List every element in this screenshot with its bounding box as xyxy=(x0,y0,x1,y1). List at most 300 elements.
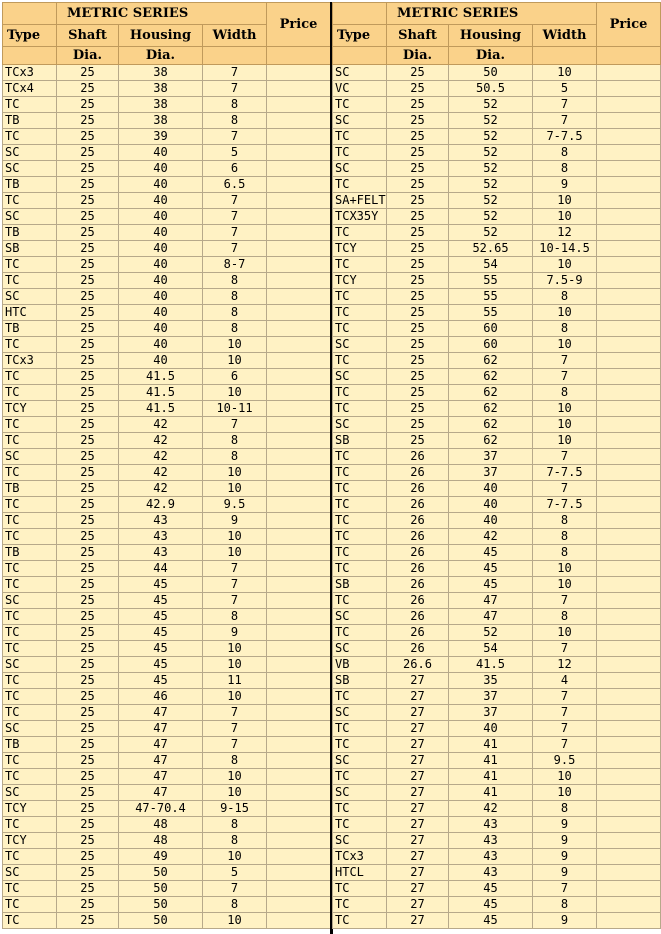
table-row xyxy=(333,241,661,257)
price-cell xyxy=(267,721,331,737)
table-row xyxy=(333,321,661,337)
type-cell: TC xyxy=(333,465,387,481)
width-cell: 5 xyxy=(533,81,597,97)
type-cell: TC xyxy=(333,625,387,641)
width-cell: 10 xyxy=(203,481,267,497)
shaft-cell: 26 xyxy=(387,577,449,593)
price-cell xyxy=(267,257,331,273)
shaft-cell: 26 xyxy=(387,481,449,497)
type-cell: TC xyxy=(333,737,387,753)
table-row xyxy=(3,97,331,113)
table-row xyxy=(3,833,331,849)
shaft-cell: 27 xyxy=(387,785,449,801)
shaft-cell: 25 xyxy=(387,241,449,257)
housing-cell: 40 xyxy=(119,257,203,273)
price-cell xyxy=(597,161,661,177)
price-cell xyxy=(597,817,661,833)
type-sub-spacer xyxy=(3,47,57,65)
price-cell xyxy=(597,129,661,145)
price-cell xyxy=(267,913,331,929)
shaft-cell: 25 xyxy=(57,737,119,753)
width-cell: 10 xyxy=(203,465,267,481)
width-cell: 10 xyxy=(203,785,267,801)
housing-cell: 52 xyxy=(449,161,533,177)
table-row xyxy=(333,737,661,753)
type-header-spacer xyxy=(3,3,57,25)
price-cell xyxy=(267,481,331,497)
shaft-cell: 27 xyxy=(387,673,449,689)
housing-header: Housing xyxy=(119,25,203,47)
width-cell: 10 xyxy=(203,545,267,561)
price-cell xyxy=(597,801,661,817)
width-cell: 9 xyxy=(533,849,597,865)
housing-cell: 37 xyxy=(449,705,533,721)
type-cell: TC xyxy=(3,769,57,785)
table-row xyxy=(333,593,661,609)
housing-cell: 62 xyxy=(449,385,533,401)
table-row xyxy=(3,545,331,561)
width-cell: 9 xyxy=(203,513,267,529)
shaft-cell: 25 xyxy=(57,721,119,737)
width-cell: 8 xyxy=(203,113,267,129)
type-header: Type xyxy=(333,25,387,47)
table-row xyxy=(3,881,331,897)
price-cell xyxy=(267,177,331,193)
shaft-cell: 25 xyxy=(57,561,119,577)
housing-cell: 55 xyxy=(449,305,533,321)
price-cell xyxy=(267,209,331,225)
price-cell xyxy=(597,257,661,273)
price-cell xyxy=(267,289,331,305)
width-cell: 10-11 xyxy=(203,401,267,417)
shaft-cell: 25 xyxy=(57,257,119,273)
width-cell: 7 xyxy=(203,129,267,145)
width-cell: 10 xyxy=(533,625,597,641)
housing-cell: 42 xyxy=(119,481,203,497)
price-cell xyxy=(597,177,661,193)
type-cell: TC xyxy=(3,257,57,273)
price-cell xyxy=(597,497,661,513)
table-row xyxy=(3,417,331,433)
housing-cell: 47 xyxy=(119,737,203,753)
shaft-cell: 27 xyxy=(387,897,449,913)
shaft-cell: 25 xyxy=(57,289,119,305)
width-cell: 9.5 xyxy=(533,753,597,769)
type-cell: TC xyxy=(333,689,387,705)
price-cell xyxy=(267,753,331,769)
width-cell: 10 xyxy=(203,769,267,785)
table-row xyxy=(333,689,661,705)
price-cell xyxy=(267,129,331,145)
type-cell: TC xyxy=(333,321,387,337)
width-cell: 8-7 xyxy=(203,257,267,273)
width-cell: 8 xyxy=(203,433,267,449)
price-cell xyxy=(267,305,331,321)
type-cell: SC xyxy=(3,289,57,305)
width-cell: 9 xyxy=(533,177,597,193)
type-cell: TCY xyxy=(333,273,387,289)
price-cell xyxy=(597,545,661,561)
type-cell: SC xyxy=(333,369,387,385)
price-cell xyxy=(597,721,661,737)
price-cell xyxy=(597,433,661,449)
price-cell xyxy=(267,145,331,161)
table-row xyxy=(333,545,661,561)
type-cell: TC xyxy=(333,129,387,145)
housing-cell: 52 xyxy=(449,209,533,225)
price-cell xyxy=(597,737,661,753)
table-row xyxy=(3,705,331,721)
price-cell xyxy=(597,353,661,369)
housing-cell: 50 xyxy=(119,897,203,913)
housing-cell: 40 xyxy=(119,241,203,257)
type-cell: TC xyxy=(3,513,57,529)
shaft-cell: 25 xyxy=(57,577,119,593)
type-cell: TB xyxy=(3,321,57,337)
type-cell: SC xyxy=(333,609,387,625)
type-cell: TC xyxy=(3,417,57,433)
price-cell xyxy=(267,321,331,337)
width-cell: 10 xyxy=(533,417,597,433)
type-cell: TC xyxy=(333,145,387,161)
housing-cell: 62 xyxy=(449,369,533,385)
width-cell: 8 xyxy=(203,817,267,833)
housing-cell: 41.5 xyxy=(119,385,203,401)
width-cell: 7-7.5 xyxy=(533,129,597,145)
shaft-cell: 25 xyxy=(387,273,449,289)
type-cell: TB xyxy=(3,481,57,497)
shaft-cell: 27 xyxy=(387,833,449,849)
housing-cell: 37 xyxy=(449,449,533,465)
width-cell: 8 xyxy=(203,97,267,113)
table-row xyxy=(333,753,661,769)
housing-cell: 40 xyxy=(119,161,203,177)
shaft-cell: 27 xyxy=(387,737,449,753)
table-row xyxy=(333,529,661,545)
shaft-cell: 25 xyxy=(387,97,449,113)
price-cell xyxy=(267,161,331,177)
type-cell: TC xyxy=(333,257,387,273)
width-header: Width xyxy=(203,25,267,47)
shaft-cell: 25 xyxy=(57,897,119,913)
housing-cell: 44 xyxy=(119,561,203,577)
width-cell: 7 xyxy=(203,561,267,577)
shaft-cell: 25 xyxy=(57,881,119,897)
width-cell: 10 xyxy=(533,257,597,273)
price-cell xyxy=(267,625,331,641)
price-cell xyxy=(597,337,661,353)
table-row xyxy=(333,913,661,929)
shaft-cell: 25 xyxy=(57,401,119,417)
type-cell: TCx4 xyxy=(3,81,57,97)
price-cell xyxy=(597,321,661,337)
shaft-cell: 25 xyxy=(57,465,119,481)
price-cell xyxy=(597,881,661,897)
housing-cell: 43 xyxy=(119,513,203,529)
width-cell: 10 xyxy=(203,385,267,401)
shaft-cell: 26 xyxy=(387,625,449,641)
price-cell xyxy=(597,753,661,769)
housing-cell: 41.5 xyxy=(119,369,203,385)
housing-cell: 46 xyxy=(119,689,203,705)
housing-cell: 45 xyxy=(119,577,203,593)
housing-cell: 41 xyxy=(449,753,533,769)
price-cell xyxy=(267,577,331,593)
shaft-cell: 27 xyxy=(387,849,449,865)
shaft-cell: 25 xyxy=(387,209,449,225)
table-row xyxy=(3,353,331,369)
price-list xyxy=(2,2,660,934)
width-cell: 5 xyxy=(203,865,267,881)
type-cell: SB xyxy=(333,577,387,593)
price-cell xyxy=(597,625,661,641)
type-cell: TC xyxy=(333,529,387,545)
type-cell: TCY xyxy=(3,801,57,817)
width-cell: 7 xyxy=(203,65,267,81)
left-table xyxy=(2,2,331,929)
table-row xyxy=(3,289,331,305)
width-cell: 8 xyxy=(533,161,597,177)
housing-cell: 41.5 xyxy=(119,401,203,417)
type-cell: SC xyxy=(333,833,387,849)
table-row xyxy=(3,689,331,705)
table-row xyxy=(3,401,331,417)
left-table-body xyxy=(3,65,331,929)
price-cell xyxy=(597,481,661,497)
table-row xyxy=(333,81,661,97)
shaft-cell: 25 xyxy=(57,321,119,337)
housing-cell: 52 xyxy=(449,129,533,145)
table-row xyxy=(333,609,661,625)
housing-cell: 43 xyxy=(119,545,203,561)
housing-cell: 45 xyxy=(119,641,203,657)
type-cell: SC xyxy=(3,657,57,673)
table-row xyxy=(333,401,661,417)
housing-cell: 60 xyxy=(449,321,533,337)
shaft-cell: 25 xyxy=(387,193,449,209)
type-cell: TC xyxy=(3,465,57,481)
width-cell: 7 xyxy=(533,737,597,753)
type-cell: TB xyxy=(3,225,57,241)
housing-cell: 47 xyxy=(119,753,203,769)
table-row xyxy=(3,497,331,513)
housing-cell: 50 xyxy=(119,913,203,929)
type-cell: TCY xyxy=(3,833,57,849)
housing-cell: 40 xyxy=(119,305,203,321)
housing-cell: 43 xyxy=(449,833,533,849)
shaft-cell: 26.6 xyxy=(387,657,449,673)
housing-cell: 45 xyxy=(449,545,533,561)
type-cell: SC xyxy=(333,705,387,721)
table-row xyxy=(333,577,661,593)
width-cell: 12 xyxy=(533,657,597,673)
price-cell xyxy=(267,881,331,897)
price-cell xyxy=(597,561,661,577)
housing-cell: 47 xyxy=(449,593,533,609)
type-cell: TC xyxy=(333,481,387,497)
shaft-cell: 26 xyxy=(387,641,449,657)
price-cell xyxy=(267,97,331,113)
shaft-cell: 26 xyxy=(387,609,449,625)
price-cell xyxy=(267,113,331,129)
table-row xyxy=(3,625,331,641)
width-cell: 10 xyxy=(203,913,267,929)
table-row xyxy=(3,801,331,817)
type-cell: TC xyxy=(333,289,387,305)
width-cell: 10 xyxy=(203,337,267,353)
width-cell: 10 xyxy=(203,657,267,673)
width-cell: 7 xyxy=(533,113,597,129)
type-cell: SB xyxy=(3,241,57,257)
shaft-cell: 25 xyxy=(387,161,449,177)
table-row xyxy=(3,177,331,193)
housing-cell: 43 xyxy=(449,817,533,833)
table-row xyxy=(3,209,331,225)
table-row xyxy=(3,65,331,81)
housing-cell: 41 xyxy=(449,737,533,753)
price-cell xyxy=(597,209,661,225)
width-header: Width xyxy=(533,25,597,47)
table-row xyxy=(3,529,331,545)
type-cell: TCX35Y xyxy=(333,209,387,225)
type-cell: TC xyxy=(3,193,57,209)
table-row xyxy=(333,305,661,321)
width-cell: 10 xyxy=(533,305,597,321)
table-row xyxy=(3,737,331,753)
table-row xyxy=(333,865,661,881)
type-cell: TC xyxy=(333,721,387,737)
shaft-cell: 25 xyxy=(57,593,119,609)
price-cell xyxy=(267,593,331,609)
type-cell: TB xyxy=(3,737,57,753)
table-row xyxy=(3,913,331,929)
table-row xyxy=(3,337,331,353)
shaft-cell: 27 xyxy=(387,881,449,897)
table-row xyxy=(3,561,331,577)
shaft-cell: 25 xyxy=(57,753,119,769)
type-cell: TCx3 xyxy=(3,65,57,81)
type-cell: SB xyxy=(333,433,387,449)
shaft-cell: 25 xyxy=(57,657,119,673)
table-row xyxy=(333,225,661,241)
type-cell: SC xyxy=(3,449,57,465)
table-row xyxy=(333,513,661,529)
left-panel xyxy=(2,2,330,929)
price-cell xyxy=(267,81,331,97)
type-cell: TB xyxy=(3,113,57,129)
table-row xyxy=(333,193,661,209)
width-cell: 7 xyxy=(533,641,597,657)
width-cell: 8 xyxy=(203,609,267,625)
housing-cell: 50 xyxy=(449,65,533,81)
table-row xyxy=(3,609,331,625)
type-cell: SA+FELT xyxy=(333,193,387,209)
shaft-cell: 27 xyxy=(387,753,449,769)
price-cell xyxy=(597,65,661,81)
housing-cell: 42 xyxy=(119,417,203,433)
price-cell xyxy=(267,737,331,753)
width-cell: 8 xyxy=(533,289,597,305)
housing-cell: 45 xyxy=(449,897,533,913)
table-row xyxy=(3,593,331,609)
table-row xyxy=(333,433,661,449)
price-cell xyxy=(267,241,331,257)
housing-cell: 40 xyxy=(119,225,203,241)
type-cell: TC xyxy=(333,353,387,369)
housing-cell: 45 xyxy=(119,673,203,689)
table-row xyxy=(333,369,661,385)
width-cell: 7 xyxy=(533,449,597,465)
housing-cell: 45 xyxy=(119,657,203,673)
width-cell: 7 xyxy=(533,353,597,369)
width-cell: 8 xyxy=(533,529,597,545)
type-cell: TC xyxy=(3,497,57,513)
type-cell: TC xyxy=(333,177,387,193)
type-cell: SC xyxy=(333,337,387,353)
shaft-cell: 25 xyxy=(57,193,119,209)
housing-cell: 47 xyxy=(119,769,203,785)
housing-cell: 43 xyxy=(119,529,203,545)
type-cell: TC xyxy=(3,433,57,449)
housing-cell: 40 xyxy=(119,177,203,193)
price-cell xyxy=(267,417,331,433)
series-title: METRIC SERIES xyxy=(57,3,267,25)
housing-cell: 62 xyxy=(449,401,533,417)
table-row xyxy=(3,193,331,209)
price-cell xyxy=(267,545,331,561)
table-row xyxy=(333,561,661,577)
table-row xyxy=(3,81,331,97)
housing-cell: 47 xyxy=(119,785,203,801)
housing-cell: 42 xyxy=(119,449,203,465)
housing-cell: 45 xyxy=(449,577,533,593)
width-cell: 8 xyxy=(533,545,597,561)
type-cell: TC xyxy=(3,577,57,593)
price-cell xyxy=(597,577,661,593)
width-cell: 8 xyxy=(533,897,597,913)
type-cell: TC xyxy=(3,849,57,865)
housing-cell: 45 xyxy=(119,609,203,625)
type-cell: TC xyxy=(3,817,57,833)
shaft-cell: 26 xyxy=(387,593,449,609)
width-cell: 7 xyxy=(203,417,267,433)
shaft-cell: 25 xyxy=(57,673,119,689)
type-sub-spacer xyxy=(333,47,387,65)
shaft-cell: 27 xyxy=(387,801,449,817)
width-cell: 6 xyxy=(203,369,267,385)
price-cell xyxy=(267,385,331,401)
type-cell: TB xyxy=(3,177,57,193)
housing-cell: 52 xyxy=(449,177,533,193)
price-cell xyxy=(597,273,661,289)
table-row xyxy=(333,289,661,305)
housing-cell: 40 xyxy=(119,145,203,161)
width-cell: 7.5-9 xyxy=(533,273,597,289)
type-header-spacer xyxy=(333,3,387,25)
type-cell: TC xyxy=(333,497,387,513)
width-cell: 7 xyxy=(203,81,267,97)
shaft-cell: 25 xyxy=(57,497,119,513)
housing-cell: 42.9 xyxy=(119,497,203,513)
width-cell: 7 xyxy=(203,881,267,897)
width-cell: 9 xyxy=(203,625,267,641)
shaft-cell: 27 xyxy=(387,721,449,737)
width-cell: 10 xyxy=(533,401,597,417)
table-row xyxy=(3,753,331,769)
shaft-cell: 25 xyxy=(57,209,119,225)
width-cell: 9 xyxy=(533,913,597,929)
shaft-cell: 25 xyxy=(387,289,449,305)
